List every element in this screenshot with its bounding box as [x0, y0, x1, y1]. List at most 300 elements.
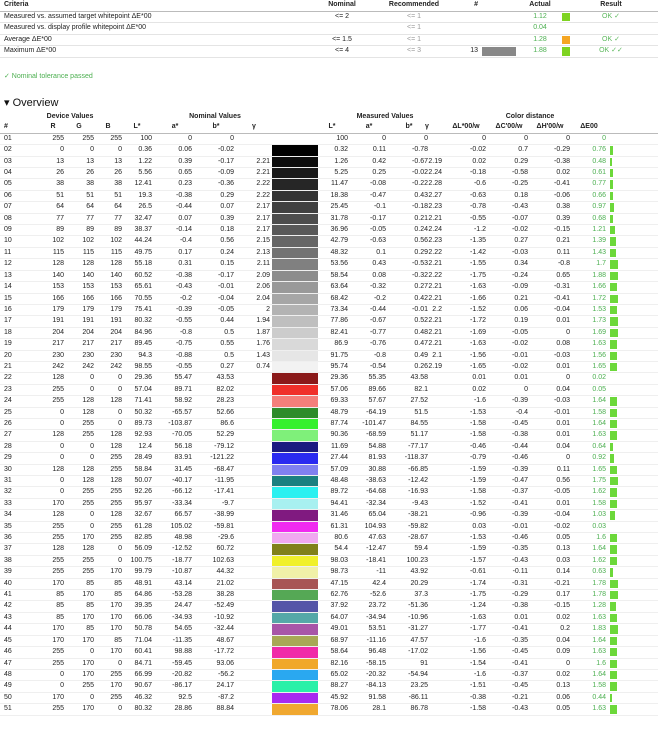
device-r: 85: [56, 613, 64, 621]
delta-l: -1.42: [470, 248, 486, 256]
nominal-a: 54.65: [174, 625, 192, 633]
device-g: 0: [90, 385, 94, 393]
color-swatch: [272, 556, 318, 566]
delta-e-bar: [610, 500, 617, 508]
measured-b: 23.25: [410, 682, 428, 690]
nominal-l: 94.3: [138, 351, 152, 359]
nominal-l: 80.32: [134, 705, 152, 713]
measured-a: -20.32: [366, 670, 386, 678]
color-swatch: [272, 294, 318, 304]
table-row: [0, 659, 658, 670]
measured-l: 69.33: [330, 397, 348, 405]
criteria-status-bar: [562, 36, 570, 45]
measured-a: -101.47: [362, 419, 386, 427]
delta-h: 0.2: [560, 625, 570, 633]
row-index: 35: [4, 522, 12, 530]
measured-a: -32.34: [366, 499, 386, 507]
device-g: 255: [82, 556, 94, 564]
color-swatch: [272, 430, 318, 440]
device-b: 140: [110, 271, 122, 279]
row-index: 30: [4, 465, 12, 473]
table-row: [0, 647, 658, 658]
delta-e: 1.69: [592, 328, 606, 336]
delta-h: -0.41: [554, 180, 570, 188]
device-r: 255: [52, 568, 64, 576]
nominal-a: -0.55: [176, 362, 192, 370]
hdr-delta-h: ΔH'00/w: [536, 123, 564, 131]
delta-c: -0.25: [512, 180, 528, 188]
nominal-b: -9.7: [221, 499, 234, 507]
nominal-b: -0.09: [218, 169, 234, 177]
measured-l: 98.73: [330, 568, 348, 576]
delta-l: 0.02: [472, 385, 486, 393]
delta-l: -1.52: [470, 499, 486, 507]
delta-e-bar: [610, 602, 616, 610]
nominal-l: 71.04: [134, 636, 152, 644]
measured-l: 82.41: [330, 328, 348, 336]
measured-b: 0.43: [414, 191, 428, 199]
nominal-a: -11.35: [172, 636, 192, 644]
delta-e: 0.77: [592, 180, 606, 188]
device-r: 255: [52, 648, 64, 656]
measured-b: -16.93: [408, 488, 428, 496]
measured-a: -11: [376, 568, 386, 576]
hdr-measured-gamma: γ: [425, 123, 429, 131]
column-header-row: [0, 122, 658, 133]
delta-e-bar: [610, 545, 617, 553]
criteria-header-actual: Actual: [529, 1, 551, 8]
delta-l: -1.65: [470, 362, 486, 370]
nominal-l: 56.09: [134, 545, 152, 553]
delta-e: 1.21: [592, 226, 606, 234]
nominal-a: -0.43: [176, 283, 192, 291]
nominal-l: 12.41: [134, 180, 152, 188]
row-index: 34: [4, 511, 12, 519]
delta-l: -1.53: [470, 534, 486, 542]
criteria-actual: 1.88: [533, 47, 547, 55]
criteria-recommended: <= 1: [406, 35, 421, 43]
criteria-actual: 1.28: [533, 35, 547, 43]
delta-e: 0: [602, 134, 606, 142]
row-index: 01: [4, 134, 12, 142]
delta-h: -0.15: [554, 226, 570, 234]
device-g: 77: [86, 214, 94, 222]
device-g: 115: [82, 248, 94, 256]
measured-b: 51.17: [410, 431, 428, 439]
table-row: [0, 601, 658, 612]
device-r: 217: [52, 340, 64, 348]
measured-a: 0.11: [372, 146, 386, 154]
delta-e-bar: [610, 420, 617, 428]
measured-l: 37.92: [330, 602, 348, 610]
delta-h: -0.21: [554, 579, 570, 587]
criteria-header-recommended: Recommended: [388, 1, 440, 8]
delta-h: 0.13: [556, 682, 570, 690]
nominal-l: 61.28: [134, 522, 152, 530]
nominal-l: 89.45: [134, 340, 152, 348]
nominal-a: -0.39: [176, 305, 192, 313]
delta-l: -1.53: [470, 408, 486, 416]
color-swatch: [272, 693, 318, 703]
nominal-a: 89.71: [174, 385, 192, 393]
delta-e: 1.63: [592, 431, 606, 439]
delta-e: 1.6: [596, 534, 606, 542]
overview-heading[interactable]: ▾ Overview: [4, 97, 59, 109]
device-g: 13: [86, 157, 94, 165]
criteria-table: [0, 0, 658, 58]
color-swatch: [272, 636, 318, 646]
measured-l: 45.92: [330, 693, 348, 701]
delta-l: -1.75: [470, 591, 486, 599]
nominal-l: 0.36: [138, 146, 152, 154]
device-r: 26: [56, 169, 64, 177]
measured-a: 104.93: [364, 522, 386, 530]
delta-h: 0.01: [556, 317, 570, 325]
nominal-b: 0.15: [220, 260, 234, 268]
nominal-l: 92.93: [134, 431, 152, 439]
device-g: 85: [86, 602, 94, 610]
color-swatch: [272, 408, 318, 418]
row-index: 12: [4, 260, 12, 268]
delta-h: 0.39: [556, 214, 570, 222]
table-row: [0, 567, 658, 578]
nominal-a: -0.4: [179, 237, 192, 245]
delta-e-bar: [610, 431, 617, 439]
delta-h: 0.04: [556, 636, 570, 644]
delta-c: -0.29: [512, 591, 528, 599]
row-index: 20: [4, 351, 12, 359]
nominal-a: -34.93: [172, 613, 192, 621]
delta-h: 0: [566, 454, 570, 462]
delta-c: -0.38: [512, 602, 528, 610]
delta-e: 1.58: [592, 408, 606, 416]
color-swatch: [272, 601, 318, 611]
row-index: 32: [4, 488, 12, 496]
nominal-l: 64.86: [134, 591, 152, 599]
device-r: 204: [52, 328, 64, 336]
nominal-l: 90.67: [134, 682, 152, 690]
delta-e-bar: [610, 215, 613, 223]
nominal-l: 39.35: [134, 602, 152, 610]
table-row: [0, 339, 658, 350]
delta-c: -0.11: [512, 568, 528, 576]
device-g: 140: [82, 271, 94, 279]
device-b: 242: [110, 362, 122, 370]
row-index: 28: [4, 442, 12, 450]
delta-h: 0.09: [556, 648, 570, 656]
measured-l: 25.45: [330, 203, 348, 211]
row-index: 38: [4, 556, 12, 564]
measured-a: 47.63: [368, 534, 386, 542]
measured-b: 43.92: [410, 568, 428, 576]
delta-c: 0.7: [518, 146, 528, 154]
row-index: 06: [4, 191, 12, 199]
row-index: 10: [4, 237, 12, 245]
nominal-a: -0.14: [176, 226, 192, 234]
measured-b: 0.26: [414, 362, 428, 370]
color-swatch: [272, 259, 318, 269]
device-r: 170: [52, 625, 64, 633]
device-g: 153: [82, 283, 94, 291]
delta-l: -1.58: [470, 705, 486, 713]
device-g: 0: [90, 146, 94, 154]
device-b: 255: [110, 134, 122, 142]
delta-h: 0.65: [556, 271, 570, 279]
delta-e-bar: [610, 705, 617, 713]
delta-e: 0.68: [592, 214, 606, 222]
measured-a: -0.05: [370, 226, 386, 234]
measured-gamma: 2.19: [428, 157, 442, 165]
delta-l: -1.74: [470, 579, 486, 587]
delta-c: -0.31: [512, 579, 528, 587]
nominal-gamma: 2.17: [256, 203, 270, 211]
row-index: 16: [4, 305, 12, 313]
measured-b: 82.1: [414, 385, 428, 393]
delta-h: 0.08: [556, 340, 570, 348]
row-index: 07: [4, 203, 12, 211]
device-g: 170: [82, 636, 94, 644]
delta-e-bar: [610, 409, 617, 417]
nominal-b: 28.23: [216, 397, 234, 405]
device-r: 102: [52, 237, 64, 245]
hdr-nominal-l: L*: [133, 123, 141, 131]
row-index: 14: [4, 283, 12, 291]
table-row: [0, 271, 658, 282]
device-r: 0: [60, 408, 64, 416]
measured-gamma: 2.21: [428, 214, 442, 222]
color-swatch: [272, 476, 318, 486]
device-b: 170: [110, 682, 122, 690]
device-b: 85: [114, 636, 122, 644]
nominal-l: 89.73: [134, 419, 152, 427]
delta-e: 0.76: [592, 146, 606, 154]
device-r: 255: [52, 522, 64, 530]
device-r: 85: [56, 602, 64, 610]
overview-table: [0, 112, 658, 716]
nominal-b: 0.5: [224, 351, 234, 359]
nominal-l: 95.97: [134, 499, 152, 507]
nominal-a: 0.31: [178, 260, 192, 268]
device-b: 51: [114, 191, 122, 199]
device-g: 128: [82, 408, 94, 416]
nominal-a: -33.34: [172, 499, 192, 507]
measured-a: 23.72: [368, 602, 386, 610]
measured-b: -9.43: [412, 499, 428, 507]
measured-b: -28.67: [408, 534, 428, 542]
measured-a: 89.66: [368, 385, 386, 393]
table-row: [0, 499, 658, 510]
measured-l: 87.74: [330, 419, 348, 427]
nominal-gamma: 2.06: [256, 283, 270, 291]
delta-l: -0.38: [470, 693, 486, 701]
device-g: 255: [82, 568, 94, 576]
hdr-nominal-b: b*: [212, 123, 220, 131]
device-r: 128: [52, 260, 64, 268]
delta-e-bar: [610, 283, 617, 291]
nominal-a: 0.39: [178, 157, 192, 165]
delta-h: -0.06: [554, 191, 570, 199]
nominal-a: -18.77: [172, 556, 192, 564]
measured-l: 98.03: [330, 556, 348, 564]
table-row: [0, 202, 658, 213]
row-index: 17: [4, 317, 12, 325]
row-index: 03: [4, 157, 12, 165]
delta-h: 0.14: [556, 568, 570, 576]
device-g: 255: [82, 488, 94, 496]
delta-h: 0.02: [556, 670, 570, 678]
measured-l: 31.46: [330, 511, 348, 519]
nominal-l: 19.3: [138, 191, 152, 199]
criteria-name: Measured vs. assumed target whitepoint ΔE*00: [4, 12, 152, 20]
delta-h: 0.04: [556, 442, 570, 450]
device-r: 77: [56, 214, 64, 222]
measured-gamma: 2.27: [428, 191, 442, 199]
delta-l: -1.75: [470, 271, 486, 279]
delta-c: 0.19: [514, 317, 528, 325]
device-r: 0: [60, 682, 64, 690]
nominal-a: -0.88: [176, 351, 192, 359]
table-row: [0, 510, 658, 521]
device-r: 0: [60, 146, 64, 154]
delta-e: 1.65: [592, 362, 606, 370]
delta-e-bar: [610, 557, 617, 565]
delta-c: -0.39: [512, 465, 528, 473]
delta-e: 1.64: [592, 419, 606, 427]
table-row: [0, 316, 658, 327]
delta-e-bar: [610, 648, 617, 656]
measured-l: 86.9: [334, 340, 348, 348]
delta-c: 0.29: [514, 157, 528, 165]
table-row: [0, 248, 658, 259]
row-index: 48: [4, 670, 12, 678]
delta-c: -0.02: [512, 362, 528, 370]
device-b: 128: [110, 442, 122, 450]
measured-l: 58.64: [330, 648, 348, 656]
nominal-gamma: 0.74: [256, 362, 270, 370]
nominal-gamma: 2.11: [256, 260, 270, 268]
measured-b: 0.49: [414, 351, 428, 359]
table-row: [0, 544, 658, 555]
delta-e: 1.58: [592, 499, 606, 507]
delta-e: 1.78: [592, 579, 606, 587]
measured-l: 53.56: [330, 260, 348, 268]
delta-l: -1.59: [470, 465, 486, 473]
color-swatch: [272, 282, 318, 292]
nominal-l: 44.24: [134, 237, 152, 245]
nominal-b: -10.92: [214, 613, 234, 621]
table-row: [0, 179, 658, 190]
delta-e: 1.62: [592, 488, 606, 496]
nominal-l: 100: [140, 134, 152, 142]
nominal-b: -0.17: [218, 271, 234, 279]
measured-a: 81.93: [368, 454, 386, 462]
delta-h: 0.11: [556, 248, 570, 256]
table-row: [0, 442, 658, 453]
delta-h: 0.02: [556, 613, 570, 621]
table-row: [0, 522, 658, 533]
device-r: 128: [52, 465, 64, 473]
nominal-b: -0.17: [218, 157, 234, 165]
nominal-l: 92.26: [134, 488, 152, 496]
delta-l: -1.66: [470, 294, 486, 302]
device-r: 0: [60, 454, 64, 462]
nominal-b: -87.2: [218, 693, 234, 701]
criteria-row: [0, 35, 658, 47]
device-g: 0: [90, 442, 94, 450]
measured-b: -0.78: [412, 146, 428, 154]
nominal-b: -0.01: [218, 283, 234, 291]
device-b: 0: [118, 419, 122, 427]
nominal-l: 57.04: [134, 385, 152, 393]
delta-c: -0.43: [512, 203, 528, 211]
delta-h: 0.21: [556, 237, 570, 245]
delta-h: 0: [566, 134, 570, 142]
delta-l: 0.02: [472, 157, 486, 165]
row-index: 04: [4, 169, 12, 177]
nominal-a: 56.18: [174, 442, 192, 450]
measured-a: 55.35: [368, 374, 386, 382]
nominal-b: 0.55: [220, 340, 234, 348]
device-r: 242: [52, 362, 64, 370]
measured-b: -10.96: [408, 613, 428, 621]
delta-e-bar: [610, 534, 617, 542]
measured-l: 78.06: [330, 705, 348, 713]
criteria-result: OK ✓: [602, 35, 620, 43]
nominal-a: -59.45: [172, 659, 192, 667]
measured-l: 88.27: [330, 682, 348, 690]
nominal-b: 60.72: [216, 545, 234, 553]
delta-l: -0.63: [470, 191, 486, 199]
nominal-b: -32.44: [214, 625, 234, 633]
nominal-a: -70.05: [172, 431, 192, 439]
delta-e: 0.44: [592, 693, 606, 701]
nominal-gamma: 2.21: [256, 157, 270, 165]
delta-e-bar: [610, 237, 616, 245]
measured-b: 59.4: [414, 545, 428, 553]
measured-a: -18.41: [366, 556, 386, 564]
nominal-a: 98.88: [174, 648, 192, 656]
measured-a: -11.16: [366, 636, 386, 644]
delta-h: -0.41: [554, 294, 570, 302]
delta-h: -0.38: [554, 157, 570, 165]
measured-a: 0.08: [372, 271, 386, 279]
row-index: 11: [4, 248, 12, 256]
measured-b: 0.42: [414, 294, 428, 302]
measured-gamma: 2.19: [428, 362, 442, 370]
row-index: 19: [4, 340, 12, 348]
delta-h: -0.8: [557, 260, 570, 268]
color-swatch: [272, 659, 318, 669]
row-index: 42: [4, 602, 12, 610]
measured-l: 73.34: [330, 305, 348, 313]
criteria-nominal: <= 1.5: [332, 35, 352, 43]
nominal-gamma: 1.43: [256, 351, 270, 359]
delta-e: 1.64: [592, 636, 606, 644]
delta-l: -1.56: [470, 351, 486, 359]
nominal-a: -65.57: [172, 408, 192, 416]
color-swatch: [272, 487, 318, 497]
device-g: 128: [82, 477, 94, 484]
delta-l: -1.58: [470, 431, 486, 439]
delta-e: 1.53: [592, 305, 606, 313]
measured-l: 42.79: [330, 237, 348, 245]
table-row: [0, 351, 658, 362]
delta-h: -0.03: [554, 351, 570, 359]
nominal-b: -29.6: [218, 534, 234, 542]
device-r: 115: [52, 248, 64, 256]
delta-c: -0.46: [512, 534, 528, 542]
delta-l: -1.63: [470, 613, 486, 621]
